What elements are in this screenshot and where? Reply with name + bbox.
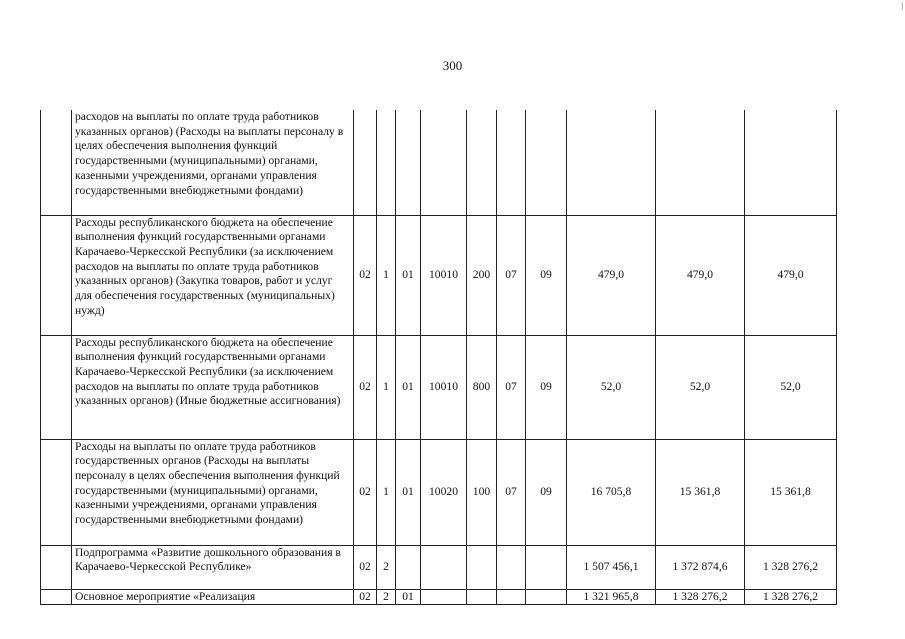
amount-cell: 479,0	[656, 215, 745, 335]
code-cell: 02	[354, 215, 377, 335]
page-number: 300	[442, 58, 463, 73]
code-cell	[497, 545, 526, 589]
amount-cell: 1 328 276,2	[745, 545, 837, 589]
code-cell: 10010	[421, 215, 467, 335]
code-cell: 1	[377, 439, 396, 545]
code-cell	[526, 110, 567, 215]
code-cell: 2	[377, 589, 396, 605]
code-cell: 02	[354, 335, 377, 439]
code-cell	[497, 589, 526, 605]
amount-cell	[567, 110, 656, 215]
index-cell	[41, 439, 72, 545]
index-cell	[41, 335, 72, 439]
row-name: Расходы на выплаты по оплате труда работников государственных органов (Расходы на выплаты персоналу в целях обеспечения выполнения функций государственными (муниципальными) органами, казенными учреждениями, органами управления государственными внебюджетными фондами)	[72, 439, 354, 545]
code-cell: 10020	[421, 439, 467, 545]
code-cell: 1	[377, 335, 396, 439]
code-cell	[354, 110, 377, 215]
row-name: расходов на выплаты по оплате труда работников указанных органов) (Расходы на выплаты персоналу в целях обеспечения выполнения функций государственными (муниципальными) органами, казенными учреждениями, органами управления государственными внебюджетными фондами)	[72, 110, 354, 215]
row-name: Расходы республиканского бюджета на обеспечение выполнения функций государственными органами Карачаево-Черкесской Республики (за исключением расходов на выплаты по оплате труда работников указанных органов) (Закупка товаров, работ и услуг для обеспечения государственных (муниципальных) нужд)	[72, 215, 354, 335]
code-cell	[396, 545, 421, 589]
row-name: Основное мероприятие «Реализация	[72, 589, 354, 605]
index-cell	[41, 545, 72, 589]
code-cell: 10010	[421, 335, 467, 439]
table-row	[41, 110, 837, 215]
row-name: Расходы республиканского бюджета на обеспечение выполнения функций государственными органами Карачаево-Черкесской Республики (за исключением расходов на выплаты по оплате труда работников указанных органов) (Иные бюджетные ассигнования)	[72, 335, 354, 439]
code-cell: 100	[467, 439, 497, 545]
code-cell	[421, 110, 467, 215]
code-cell	[526, 589, 567, 605]
amount-cell: 16 705,8	[567, 439, 656, 545]
amount-cell: 1 372 874,6	[656, 545, 745, 589]
corner-mark: |	[901, 0, 903, 10]
amount-cell: 52,0	[656, 335, 745, 439]
code-cell	[421, 589, 467, 605]
code-cell	[421, 545, 467, 589]
code-cell	[467, 545, 497, 589]
amount-cell: 1 321 965,8	[567, 589, 656, 605]
code-cell	[467, 589, 497, 605]
table-row	[41, 589, 837, 605]
code-cell: 09	[526, 335, 567, 439]
code-cell: 01	[396, 335, 421, 439]
code-cell	[396, 110, 421, 215]
code-cell: 02	[354, 589, 377, 605]
code-cell: 01	[396, 439, 421, 545]
amount-cell	[656, 110, 745, 215]
code-cell	[497, 110, 526, 215]
amount-cell: 1 507 456,1	[567, 545, 656, 589]
code-cell: 1	[377, 215, 396, 335]
table-row	[41, 439, 837, 545]
amount-cell: 15 361,8	[656, 439, 745, 545]
table-row	[41, 545, 837, 589]
amount-cell: 1 328 276,2	[656, 589, 745, 605]
code-cell: 09	[526, 439, 567, 545]
amount-cell: 1 328 276,2	[745, 589, 837, 605]
index-cell	[41, 589, 72, 605]
amount-cell: 15 361,8	[745, 439, 837, 545]
table-row	[41, 215, 837, 335]
code-cell: 07	[497, 215, 526, 335]
code-cell: 800	[467, 335, 497, 439]
code-cell	[377, 110, 396, 215]
amount-cell: 52,0	[745, 335, 837, 439]
code-cell: 07	[497, 335, 526, 439]
budget-table	[40, 110, 837, 605]
table-row	[41, 335, 837, 439]
index-cell	[41, 215, 72, 335]
amount-cell: 52,0	[567, 335, 656, 439]
code-cell: 07	[497, 439, 526, 545]
code-cell: 2	[377, 545, 396, 589]
index-cell	[41, 110, 72, 215]
code-cell: 01	[396, 589, 421, 605]
code-cell: 200	[467, 215, 497, 335]
code-cell: 02	[354, 439, 377, 545]
amount-cell: 479,0	[745, 215, 837, 335]
code-cell: 09	[526, 215, 567, 335]
code-cell	[467, 110, 497, 215]
code-cell: 01	[396, 215, 421, 335]
code-cell	[526, 545, 567, 589]
amount-cell	[745, 110, 837, 215]
amount-cell: 479,0	[567, 215, 656, 335]
row-name: Подпрограмма «Развитие дошкольного образования в Карачаево-Черкесской Республике»	[72, 545, 354, 589]
code-cell: 02	[354, 545, 377, 589]
